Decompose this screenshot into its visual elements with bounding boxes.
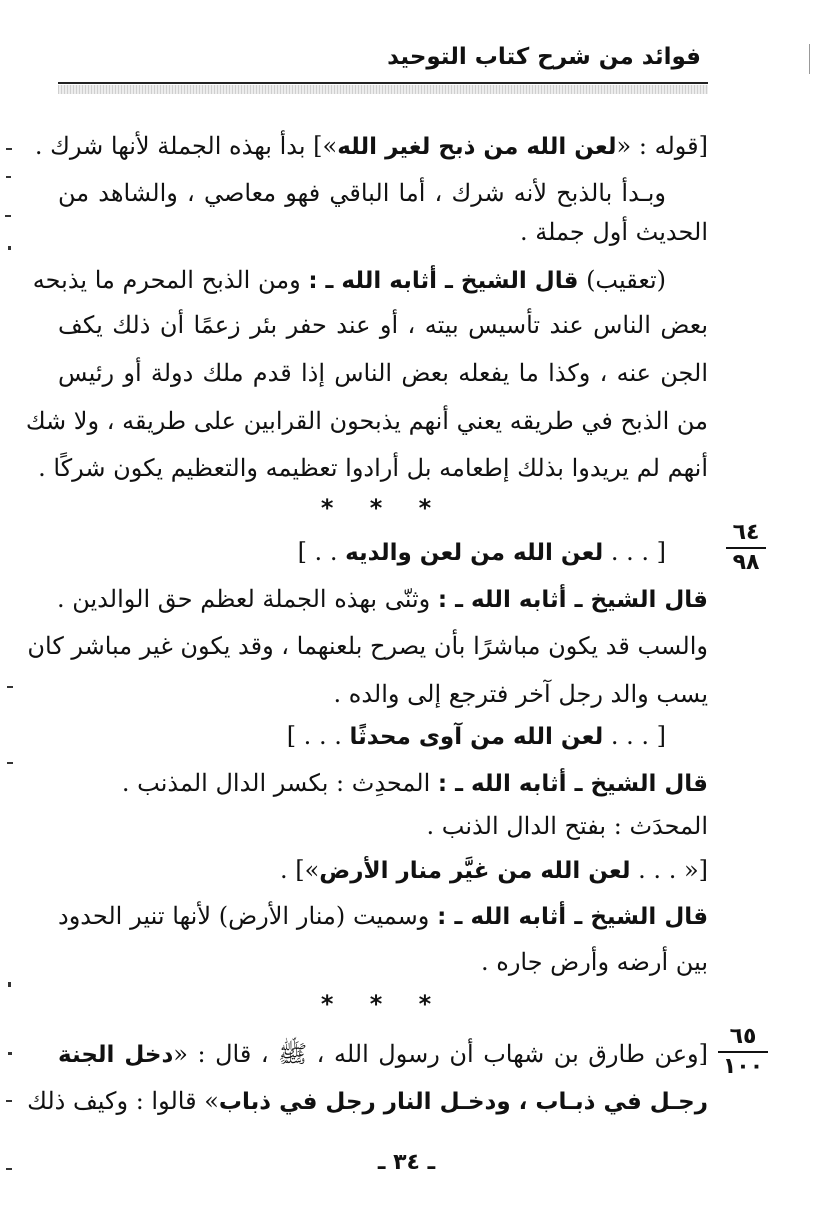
p6-text: » قالوا : وكيف ذلك [27, 1087, 219, 1115]
running-header-title: فوائد من شرح كتاب التوحيد [387, 44, 701, 70]
sheikh-said-label: قال الشيخ ـ أثابه الله ـ : [437, 904, 709, 930]
p6-line-1 [58, 1036, 708, 1073]
p2-text: ومن الذبح المحرم ما يذبحه [32, 266, 309, 294]
scan-mark [7, 762, 13, 764]
scan-mark [6, 148, 12, 150]
ref-hadith-number: ٦٤ [732, 520, 760, 545]
scan-mark [6, 1100, 12, 1102]
p4-line-1 [58, 718, 708, 755]
p4-open-bracket: [ . . . [603, 722, 666, 750]
page-number: ـ ٣٤ ـ [377, 1150, 436, 1175]
p6-narration: [وعن طارق بن شهاب أن رسول الله ، ﷺ ، قال : « [173, 1040, 708, 1068]
header-texture-band [58, 85, 708, 94]
scan-mark [6, 176, 11, 178]
section-separator: * * * [320, 494, 446, 522]
hadith-quote: لعن الله من ذبح لغير الله [337, 134, 617, 160]
p2-line-4: من الذبح في طريقه يعني أنهم يذبحون القرابين على طريقه ، ولا شك [25, 407, 708, 435]
p5-line-1 [58, 852, 708, 889]
hadith-quote: لعن الله من آوى محدثًا [349, 724, 604, 750]
p5-text: وسميت (منار الأرض) لأنها تنير الحدود [58, 902, 438, 930]
p3-line-1 [58, 534, 708, 571]
p1-line-2: وبـدأ بالذبح لأنه شرك ، أما الباقي فهو معاصي ، والشاهد من [58, 179, 666, 207]
p2-line-3: الجن عنه ، وكذا ما يفعله بعض الناس إذا قدم ملك دولة أو رئيس [58, 359, 708, 387]
p4-line-3: المحدَث : بفتح الدال الذنب . [426, 812, 708, 840]
sheikh-said-label: قال الشيخ ـ أثابه الله ـ : [437, 587, 708, 613]
ref-hadith-number: ٦٥ [729, 1024, 757, 1049]
scan-mark [8, 246, 11, 250]
p5-close-bracket: »] . [279, 856, 320, 884]
tagheeb-label: (تعقيب) [578, 266, 666, 294]
scan-edge-line [809, 44, 810, 74]
p4-close-bracket: . . . ] [286, 722, 350, 750]
p2-line-5: أنهم لم يريدوا بذلك إطعامه بل أرادوا تعظيمه والتعظيم يكون شركًا . [38, 454, 708, 482]
sheikh-said-label: قال الشيخ ـ أثابه الله ـ : [437, 771, 708, 797]
hadith-quote: رجـل في ذبـاب ، ودخـل النار رجل في ذباب [218, 1089, 708, 1115]
p1-open-bracket: [قوله : « [616, 132, 708, 160]
margin-reference-65-100 [714, 1024, 772, 1080]
section-separator: * * * [320, 990, 446, 1018]
scan-mark [8, 982, 11, 987]
p1-line-1 [34, 128, 708, 165]
p5-line-3: بين أرضه وأرض جاره . [480, 948, 708, 976]
ref-page-number: ١٠٠ [722, 1054, 764, 1079]
p4-text: المحدِث : بكسر الدال المذنب . [121, 769, 438, 797]
scan-mark [8, 1052, 12, 1055]
p3-line-2 [58, 581, 708, 618]
ref-divider [726, 547, 766, 549]
p5-open-bracket: [« . . . [630, 856, 708, 884]
p3-text: وثنّى بهذه الجملة لعظم حق الوالدين . [56, 585, 438, 613]
ref-divider [718, 1051, 768, 1053]
p1-commentary: »] بدأ بهذه الجملة لأنها شرك . [34, 132, 338, 160]
p4-line-2 [58, 765, 708, 802]
scan-mark [5, 215, 11, 217]
p3-line-3: والسب قد يكون مباشرًا بأن يصرح بلعنهما ، وقد يكون غير مباشر كان [27, 632, 708, 660]
hadith-quote: لعن الله من لعن والديه [345, 540, 604, 566]
p5-line-2 [58, 898, 708, 935]
p2-line-2: بعض الناس عند تأسيس بيته ، أو عند حفر بئر زعمًا أن ذلك يكف [58, 311, 708, 339]
p3-line-4: يسب والد رجل آخر فترجع إلى والده . [333, 680, 708, 708]
scan-mark [7, 686, 13, 688]
hadith-quote: دخل الجنة [58, 1042, 174, 1068]
p6-line-2 [27, 1083, 708, 1120]
p3-open-bracket: [ . . . [603, 538, 666, 566]
p1-line-3: الحديث أول جملة . [519, 218, 708, 246]
header-rule [58, 82, 708, 84]
margin-reference-64-98 [722, 520, 770, 576]
sheikh-said-label: قال الشيخ ـ أثابه الله ـ : [308, 268, 579, 294]
p2-line-1 [32, 262, 708, 299]
hadith-quote: لعن الله من غيَّر منار الأرض [319, 858, 631, 884]
ref-page-number: ٩٨ [732, 550, 760, 575]
scan-mark [6, 1168, 12, 1170]
p3-close-bracket: . . ] [297, 538, 346, 566]
